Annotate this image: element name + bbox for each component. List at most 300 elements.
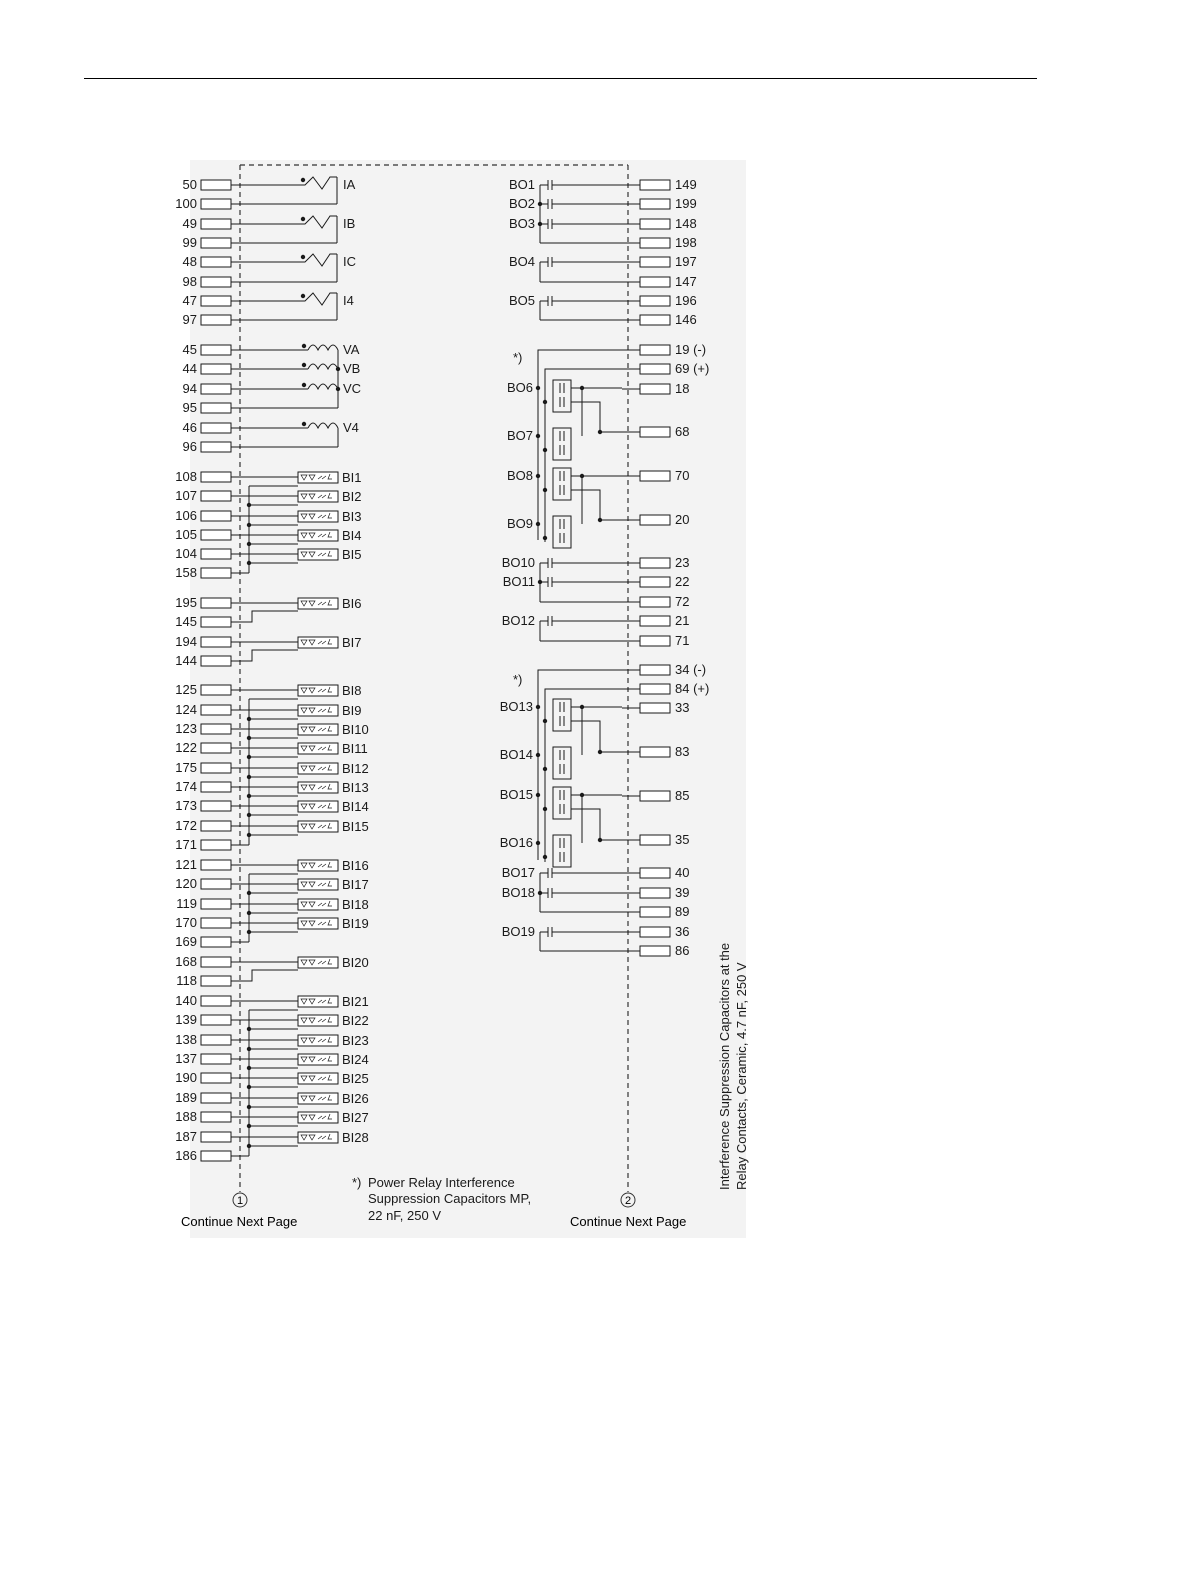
left-terminal-number: 145: [175, 614, 197, 629]
optocoupler-body: [298, 782, 338, 793]
left-terminal-number: 140: [175, 993, 197, 1008]
junction-dot: [247, 891, 251, 895]
right-terminal-block: [640, 277, 670, 287]
junction-dot: [598, 750, 602, 754]
left-terminal-number: 47: [182, 293, 197, 308]
left-terminal-number: 190: [175, 1070, 197, 1085]
binary-input-label: BI21: [342, 994, 369, 1009]
binary-input-optocoupler: [298, 1073, 338, 1084]
right-terminal-number: 40: [675, 865, 690, 880]
left-terminal-number: 50: [182, 177, 197, 192]
junction-dot: [247, 911, 251, 915]
binary-input-optocoupler: [298, 899, 338, 910]
left-terminal-number: 169: [175, 934, 197, 949]
junction-dot: [543, 488, 547, 492]
left-terminal-block: [201, 549, 231, 559]
vt-neutral-dot: [336, 367, 340, 371]
left-terminal-number: 173: [175, 798, 197, 813]
right-terminal-block: [640, 747, 670, 757]
ct-polarity-dot: [301, 255, 305, 259]
left-terminal-block: [201, 1112, 231, 1122]
power-relay-marker: *): [513, 350, 523, 365]
optocoupler-body: [298, 724, 338, 735]
left-terminal-block: [201, 180, 231, 190]
optocoupler-body: [298, 899, 338, 910]
binary-input-label: BI12: [342, 761, 369, 776]
left-terminal-number: 139: [175, 1012, 197, 1027]
left-terminal-number: 175: [175, 760, 197, 775]
right-terminal-block: [640, 703, 670, 713]
binary-input-label: BI20: [342, 955, 369, 970]
binary-input-optocoupler: [298, 743, 338, 754]
left-terminal-block: [201, 801, 231, 811]
junction-dot: [538, 202, 542, 206]
optocoupler-body: [298, 957, 338, 968]
left-terminal-number: 48: [182, 254, 197, 269]
binary-input-optocoupler: [298, 1054, 338, 1065]
right-terminal-number: 146: [675, 312, 697, 327]
optocoupler-body: [298, 996, 338, 1007]
right-terminal-number: 23: [675, 555, 690, 570]
left-terminal-block: [201, 724, 231, 734]
left-terminal-block: [201, 1035, 231, 1045]
right-terminal-number: 72: [675, 594, 690, 609]
binary-input-optocoupler: [298, 821, 338, 832]
continuation-text-left: Continue Next Page: [181, 1214, 298, 1229]
right-terminal-number: 149: [675, 177, 697, 192]
right-terminal-number: 35: [675, 832, 690, 847]
binary-input-optocoupler: [298, 782, 338, 793]
left-terminal-number: 98: [182, 274, 197, 289]
left-terminal-block: [201, 568, 231, 578]
right-terminal-block: [640, 597, 670, 607]
optocoupler-body: [298, 1035, 338, 1046]
optocoupler-body: [298, 705, 338, 716]
right-terminal-number: 18: [675, 381, 690, 396]
binary-input-optocoupler: [298, 637, 338, 648]
right-terminal-number: 148: [675, 216, 697, 231]
right-terminal-number: 197: [675, 254, 697, 269]
left-terminal-block: [201, 296, 231, 306]
binary-input-label: BI11: [342, 741, 368, 756]
right-terminal-block: [640, 238, 670, 248]
junction-dot: [543, 448, 547, 452]
left-terminal-block: [201, 1054, 231, 1064]
ct-polarity-dot: [301, 178, 305, 182]
left-terminal-block: [201, 976, 231, 986]
left-terminal-number: 122: [175, 740, 197, 755]
junction-dot: [536, 434, 540, 438]
binary-output-label: BO11: [502, 574, 535, 589]
right-terminal-block: [640, 791, 670, 801]
left-terminal-block: [201, 840, 231, 850]
binary-input-optocoupler: [298, 1093, 338, 1104]
right-terminal-number: 86: [675, 943, 690, 958]
right-terminal-block: [640, 345, 670, 355]
left-terminal-block: [201, 219, 231, 229]
right-terminal-block: [640, 868, 670, 878]
left-terminal-number: 124: [175, 702, 197, 717]
left-terminal-block: [201, 763, 231, 773]
left-terminal-block: [201, 617, 231, 627]
left-terminal-number: 106: [175, 508, 197, 523]
left-terminal-number: 108: [175, 469, 197, 484]
junction-dot: [247, 1047, 251, 1051]
binary-output-label: BO2: [508, 196, 535, 211]
ct-polarity-dot: [301, 217, 305, 221]
right-terminal-number: 85: [675, 788, 690, 803]
junction-dot: [538, 891, 542, 895]
right-terminal-block: [640, 946, 670, 956]
left-terminal-number: 174: [175, 779, 197, 794]
junction-dot: [247, 717, 251, 721]
binary-input-optocoupler: [298, 763, 338, 774]
left-terminal-number: 158: [175, 565, 197, 580]
junction-dot: [536, 474, 540, 478]
optocoupler-body: [298, 530, 338, 541]
left-terminal-block: [201, 656, 231, 666]
junction-dot: [543, 855, 547, 859]
left-terminal-block: [201, 899, 231, 909]
binary-output-label: BO5: [508, 293, 535, 308]
left-terminal-block: [201, 423, 231, 433]
binary-input-label: BI1: [342, 470, 362, 485]
binary-output-label: BO4: [508, 254, 535, 269]
left-terminal-number: 120: [175, 876, 197, 891]
left-terminal-number: 189: [175, 1090, 197, 1105]
side-note-line-1: Interference Suppression Capacitors at the: [717, 942, 732, 1190]
left-terminal-block: [201, 384, 231, 394]
vt-label: VC: [343, 381, 362, 396]
binary-input-optocoupler: [298, 1132, 338, 1143]
left-terminal-number: 44: [182, 361, 197, 376]
left-terminal-number: 195: [175, 595, 197, 610]
binary-input-optocoupler: [298, 1035, 338, 1046]
right-terminal-number: 39: [675, 885, 690, 900]
optocoupler-body: [298, 685, 338, 696]
left-terminal-number: 123: [175, 721, 197, 736]
junction-dot: [247, 503, 251, 507]
junction-dot: [247, 775, 251, 779]
left-terminal-block: [201, 403, 231, 413]
footnote-line-2: Suppression Capacitors MP,: [368, 1191, 532, 1206]
optocoupler-body: [298, 1073, 338, 1084]
vt-polarity-dot: [302, 344, 306, 348]
binary-output-label: BO12: [501, 613, 535, 628]
left-terminal-block: [201, 918, 231, 928]
binary-input-optocoupler: [298, 724, 338, 735]
binary-output-label: BO16: [499, 835, 533, 850]
left-terminal-block: [201, 1015, 231, 1025]
right-terminal-number: 36: [675, 924, 690, 939]
junction-dot: [543, 536, 547, 540]
optocoupler-body: [298, 860, 338, 871]
left-terminal-block: [201, 511, 231, 521]
left-terminal-block: [201, 1073, 231, 1083]
left-terminal-number: 104: [175, 546, 197, 561]
optocoupler-body: [298, 1093, 338, 1104]
junction-dot: [247, 1105, 251, 1109]
power-relay-marker: *): [513, 672, 523, 687]
binary-input-label: BI4: [342, 528, 362, 543]
optocoupler-body: [298, 1015, 338, 1026]
binary-input-label: BI16: [342, 858, 369, 873]
left-terminal-block: [201, 685, 231, 695]
left-terminal-number: 46: [182, 420, 197, 435]
binary-input-optocoupler: [298, 1112, 338, 1123]
right-terminal-block: [640, 384, 670, 394]
binary-input-label: BI7: [342, 635, 362, 650]
left-terminal-block: [201, 1093, 231, 1103]
binary-input-label: BI25: [342, 1071, 369, 1086]
junction-dot: [598, 838, 602, 842]
right-terminal-block: [640, 199, 670, 209]
right-terminal-block: [640, 558, 670, 568]
binary-input-label: BI5: [342, 547, 362, 562]
right-terminal-number: 83: [675, 744, 690, 759]
binary-input-optocoupler: [298, 705, 338, 716]
optocoupler-body: [298, 743, 338, 754]
left-terminal-block: [201, 860, 231, 870]
vt-label: V4: [343, 420, 359, 435]
binary-input-optocoupler: [298, 472, 338, 483]
ct-label: IB: [343, 216, 356, 231]
left-terminal-number: 188: [175, 1109, 197, 1124]
junction-dot: [247, 930, 251, 934]
binary-input-label: BI28: [342, 1130, 369, 1145]
optocoupler-body: [298, 821, 338, 832]
left-terminal-block: [201, 364, 231, 374]
left-terminal-block: [201, 491, 231, 501]
left-terminal-block: [201, 996, 231, 1006]
junction-dot: [536, 753, 540, 757]
binary-input-label: BI17: [342, 877, 369, 892]
left-terminal-block: [201, 442, 231, 452]
binary-input-label: BI3: [342, 509, 362, 524]
left-terminal-number: 49: [182, 216, 197, 231]
left-terminal-block: [201, 1132, 231, 1142]
vt-label: VA: [343, 342, 360, 357]
left-terminal-number: 95: [182, 400, 197, 415]
left-terminal-number: 125: [175, 682, 197, 697]
binary-input-label: BI10: [342, 722, 369, 737]
right-terminal-number: 21: [675, 613, 690, 628]
ct-label: I4: [343, 293, 354, 308]
left-terminal-block: [201, 782, 231, 792]
optocoupler-body: [298, 1054, 338, 1065]
left-terminal-block: [201, 345, 231, 355]
junction-dot: [247, 755, 251, 759]
left-terminal-block: [201, 598, 231, 608]
binary-output-label: BO17: [501, 865, 535, 880]
junction-dot: [247, 1144, 251, 1148]
junction-dot: [247, 813, 251, 817]
right-terminal-number: 199: [675, 196, 697, 211]
right-terminal-number: 20: [675, 512, 690, 527]
junction-dot: [538, 580, 542, 584]
left-terminal-block: [201, 199, 231, 209]
binary-output-label: BO3: [508, 216, 535, 231]
left-terminal-number: 168: [175, 954, 197, 969]
right-terminal-number: 84 (+): [675, 681, 710, 696]
binary-output-label: BO18: [501, 885, 535, 900]
optocoupler-body: [298, 1112, 338, 1123]
binary-output-label: BO7: [506, 428, 533, 443]
right-terminal-block: [640, 636, 670, 646]
binary-output-label: BO6: [506, 380, 533, 395]
continuation-number-left: 1: [236, 1195, 244, 1207]
right-terminal-number: 69 (+): [675, 361, 710, 376]
left-terminal-number: 107: [175, 488, 197, 503]
right-terminal-block: [640, 471, 670, 481]
binary-input-optocoupler: [298, 511, 338, 522]
junction-dot: [536, 841, 540, 845]
right-terminal-block: [640, 219, 670, 229]
left-terminal-number: 194: [175, 634, 197, 649]
left-terminal-block: [201, 705, 231, 715]
vt-polarity-dot: [302, 363, 306, 367]
right-terminal-block: [640, 684, 670, 694]
right-terminal-block: [640, 577, 670, 587]
left-terminal-number: 45: [182, 342, 197, 357]
binary-input-optocoupler: [298, 957, 338, 968]
left-terminal-number: 186: [175, 1148, 197, 1163]
left-terminal-block: [201, 472, 231, 482]
left-terminal-number: 118: [176, 973, 197, 988]
binary-input-label: BI27: [342, 1110, 369, 1125]
binary-input-optocoupler: [298, 801, 338, 812]
left-terminal-block: [201, 937, 231, 947]
footnote-line-1: Power Relay Interference: [368, 1175, 515, 1190]
left-terminal-block: [201, 821, 231, 831]
binary-output-label: BO19: [501, 924, 535, 939]
continuation-number-right: 2: [624, 1195, 632, 1207]
junction-dot: [247, 1085, 251, 1089]
binary-output-label: BO9: [506, 516, 533, 531]
left-terminal-block: [201, 277, 231, 287]
optocoupler-body: [298, 918, 338, 929]
binary-input-label: BI14: [342, 799, 369, 814]
junction-dot: [543, 400, 547, 404]
right-terminal-number: 89: [675, 904, 690, 919]
right-terminal-block: [640, 665, 670, 675]
right-terminal-block: [640, 296, 670, 306]
binary-input-optocoupler: [298, 1015, 338, 1026]
junction-dot: [536, 793, 540, 797]
binary-output-label: BO13: [499, 699, 533, 714]
junction-dot: [543, 767, 547, 771]
right-terminal-number: 196: [675, 293, 697, 308]
left-terminal-block: [201, 879, 231, 889]
ct-label: IC: [343, 254, 356, 269]
binary-input-label: BI2: [342, 489, 362, 504]
left-terminal-block: [201, 257, 231, 267]
vt-polarity-dot: [302, 383, 306, 387]
junction-dot: [247, 736, 251, 740]
binary-input-optocoupler: [298, 918, 338, 929]
left-terminal-block: [201, 637, 231, 647]
binary-input-optocoupler: [298, 549, 338, 560]
optocoupler-body: [298, 801, 338, 812]
footnote-line-3: 22 nF, 250 V: [368, 1208, 441, 1223]
footnote-marker: *): [352, 1175, 362, 1190]
left-terminal-number: 138: [175, 1032, 197, 1047]
right-terminal-number: 71: [675, 633, 690, 648]
binary-input-label: BI13: [342, 780, 369, 795]
junction-dot: [247, 1027, 251, 1031]
binary-input-label: BI8: [342, 683, 362, 698]
junction-dot: [543, 807, 547, 811]
continuation-text-right: Continue Next Page: [570, 1214, 687, 1229]
binary-output-label: BO14: [499, 747, 533, 762]
junction-dot: [538, 222, 542, 226]
ct-label: IA: [343, 177, 356, 192]
binary-output-label: BO10: [501, 555, 535, 570]
left-terminal-number: 137: [175, 1051, 197, 1066]
right-terminal-block: [640, 364, 670, 374]
optocoupler-body: [298, 549, 338, 560]
vt-neutral-dot: [336, 387, 340, 391]
right-terminal-block: [640, 315, 670, 325]
binary-input-optocoupler: [298, 879, 338, 890]
left-terminal-block: [201, 238, 231, 248]
left-terminal-number: 172: [175, 818, 197, 833]
side-note-line-2: Relay Contacts, Ceramic, 4.7 nF, 250 V: [734, 962, 749, 1190]
right-terminal-block: [640, 835, 670, 845]
left-terminal-number: 119: [176, 896, 197, 911]
left-terminal-block: [201, 1151, 231, 1161]
right-terminal-number: 198: [675, 235, 697, 250]
junction-dot: [598, 518, 602, 522]
right-terminal-number: 68: [675, 424, 690, 439]
junction-dot: [247, 794, 251, 798]
right-terminal-block: [640, 907, 670, 917]
junction-dot: [247, 523, 251, 527]
junction-dot: [543, 719, 547, 723]
left-terminal-number: 170: [175, 915, 197, 930]
right-terminal-block: [640, 427, 670, 437]
optocoupler-body: [298, 763, 338, 774]
binary-input-label: BI24: [342, 1052, 369, 1067]
junction-dot: [536, 705, 540, 709]
optocoupler-body: [298, 1132, 338, 1143]
right-terminal-number: 147: [675, 274, 697, 289]
left-terminal-number: 97: [182, 312, 197, 327]
junction-dot: [598, 430, 602, 434]
right-terminal-block: [640, 180, 670, 190]
ct-polarity-dot: [301, 294, 305, 298]
junction-dot: [536, 522, 540, 526]
junction-dot: [247, 1124, 251, 1128]
left-terminal-number: 99: [182, 235, 197, 250]
binary-output-label: BO15: [499, 787, 533, 802]
binary-input-optocoupler: [298, 860, 338, 871]
binary-input-label: BI22: [342, 1013, 369, 1028]
optocoupler-body: [298, 879, 338, 890]
binary-input-optocoupler: [298, 491, 338, 502]
binary-input-label: BI19: [342, 916, 369, 931]
left-terminal-number: 105: [175, 527, 197, 542]
binary-input-optocoupler: [298, 996, 338, 1007]
right-terminal-number: 33: [675, 700, 690, 715]
right-terminal-block: [640, 888, 670, 898]
binary-input-optocoupler: [298, 530, 338, 541]
binary-input-label: BI18: [342, 897, 369, 912]
optocoupler-body: [298, 472, 338, 483]
left-terminal-block: [201, 743, 231, 753]
right-terminal-block: [640, 257, 670, 267]
right-terminal-number: 34 (-): [675, 662, 707, 677]
